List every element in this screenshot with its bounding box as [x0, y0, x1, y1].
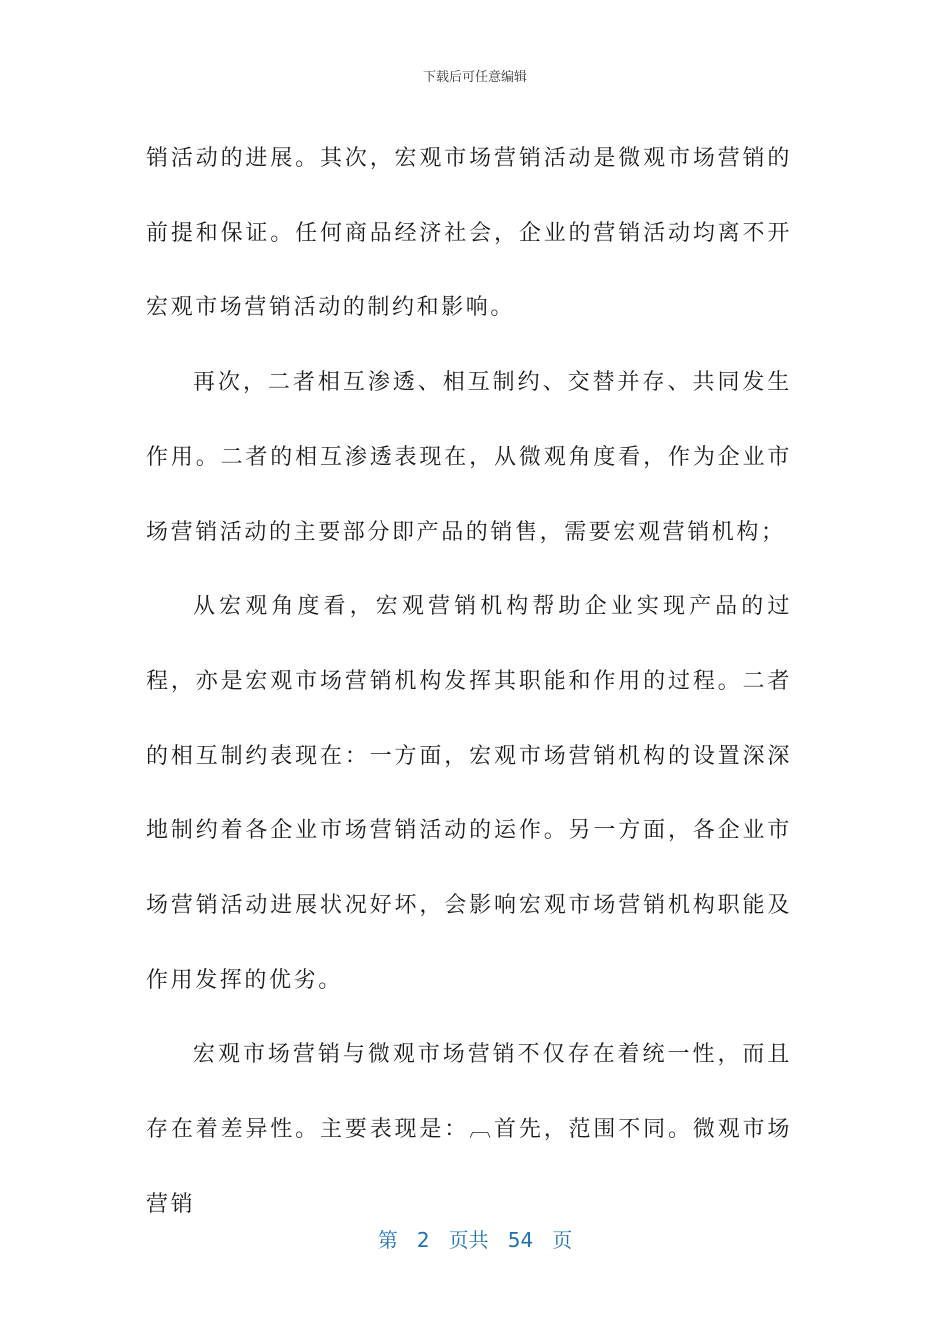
total-pages-number: 54: [507, 1228, 534, 1252]
page-footer: [0, 1224, 950, 1253]
page-header: 下载后可任意编辑: [422, 70, 527, 85]
current-page-number: 2: [416, 1228, 430, 1252]
footer-suffix: 页: [552, 1228, 573, 1252]
paragraph-3: 从宏观角度看，宏观营销机构帮助企业实现产品的过程，亦是宏观市场营销机构发挥其职能和作用的过程。二者的相互制约表现在：一方面，宏观市场营销机构的设置深深地制约着各企业市场营销活动的运作。另一方面，各企业市场营销活动进展状况好坏，会影响宏观市场营销机构职能及作用发挥的优劣。: [146, 594, 792, 993]
paragraph-2: 再次，二者相互渗透、相互制约、交替并存、共同发生作用。二者的相互渗透表现在，从微观角度看，作为企业市场营销活动的主要部分即产品的销售，需要宏观营销机构；: [146, 370, 792, 545]
document-body: [146, 122, 792, 1243]
paragraph-1: 销活动的进展。其次，宏观市场营销活动是微观市场营销的前提和保证。任何商品经济社会，企业的营销活动均离不开宏观市场营销活动的制约和影响。: [146, 146, 792, 321]
paragraph-4: 宏观市场营销与微观市场营销不仅存在着统一性，而且存在着差异性。主要表现是：︹首先，范围不同。微观市场营销: [146, 1042, 792, 1217]
footer-middle: 页共: [448, 1228, 489, 1252]
footer-prefix: 第: [377, 1228, 398, 1252]
